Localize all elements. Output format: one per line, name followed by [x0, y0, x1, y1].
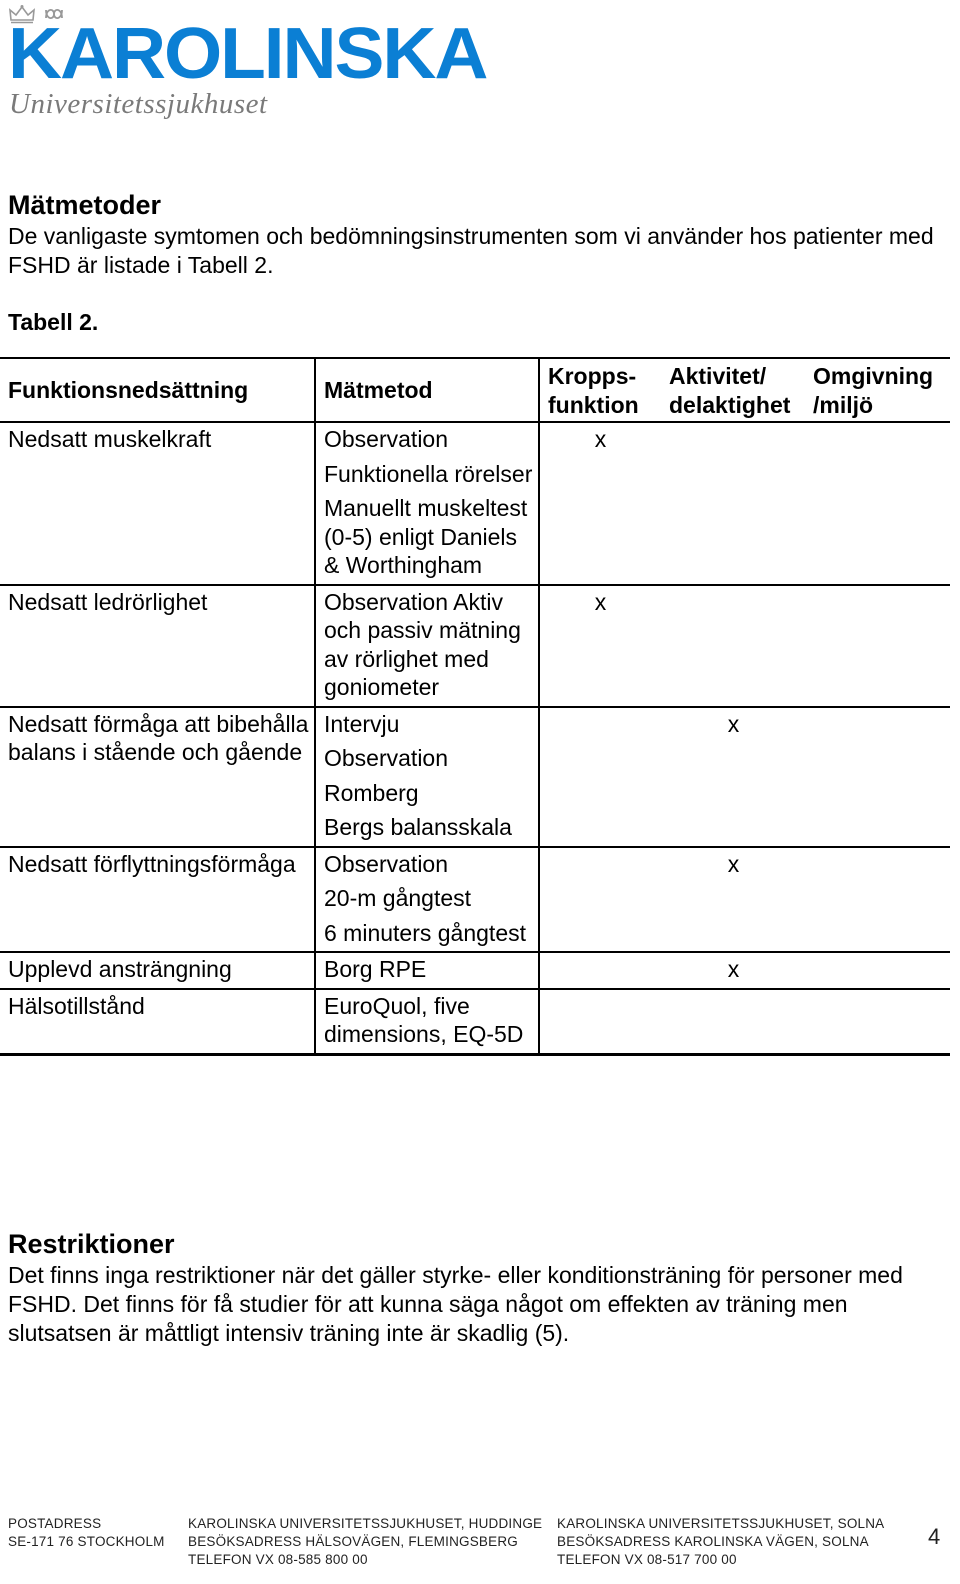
footer-line: TELEFON VX 08-517 700 00 — [557, 1552, 737, 1567]
header-body-function-line2: funktion — [548, 391, 639, 418]
header-impairment: Funktionsnedsättning — [8, 377, 249, 404]
environment-mark — [806, 989, 950, 1055]
method-cell — [315, 422, 539, 585]
method-item: Borg RPE — [324, 956, 427, 982]
method-cell — [315, 952, 539, 989]
footer-line: KAROLINSKA UNIVERSITETSSJUKHUSET, HUDDINGE — [188, 1516, 543, 1531]
activity-mark: x — [727, 956, 740, 982]
method-cell — [315, 585, 539, 707]
footer-line: SE-171 76 STOCKHOLM — [8, 1534, 165, 1549]
header-body-function — [539, 358, 661, 422]
body-function-mark — [539, 847, 661, 953]
method-item: Observation — [324, 850, 449, 877]
method-item: Funktionella rörelser — [324, 460, 533, 487]
method-item: Observation — [324, 426, 449, 452]
table-header-row — [0, 358, 950, 422]
environment-mark — [806, 422, 950, 585]
footer-line: POSTADRESS — [8, 1516, 102, 1531]
method-item: 20-m gångtest — [324, 885, 472, 911]
method-cell — [315, 847, 539, 953]
section-paragraph-restriktioner: Det finns inga restriktioner när det gäller styrke- eller konditionsträning för personer med FSHD. Det finns för få studier för att kunna säga något om effekten av träning men slutsatsen är måttligt intensiv träning inte är skadlig (5). — [8, 1262, 903, 1346]
header-activity-line2: delaktighet — [669, 391, 791, 418]
method-item: Observation Aktiv och passiv mätning av rörlighet med goniometer — [324, 588, 521, 700]
footer-huddinge — [188, 1515, 542, 1569]
table-caption: Tabell 2. — [8, 309, 99, 335]
page-number: 4 — [928, 1524, 941, 1549]
environment-mark — [806, 707, 950, 847]
header-environment — [806, 358, 950, 422]
impairment-cell: Nedsatt muskelkraft — [8, 426, 212, 452]
logo-wordmark: KAROLINSKA — [8, 14, 487, 94]
header-method: Mätmetod — [315, 358, 539, 422]
table-row — [0, 952, 950, 989]
activity-mark: x — [727, 710, 740, 737]
body-function-mark: x — [594, 588, 607, 615]
header-activity — [661, 358, 806, 422]
karolinska-logo — [8, 4, 528, 124]
table-row — [0, 585, 950, 707]
table-row — [0, 707, 950, 847]
environment-mark — [806, 952, 950, 989]
method-cell — [315, 989, 539, 1055]
footer-solna — [557, 1515, 884, 1569]
method-item: Bergs balansskala — [324, 814, 512, 840]
section-heading-matmetoder: Mätmetoder — [8, 190, 162, 220]
method-item: Romberg — [324, 779, 419, 806]
method-item: EuroQuol, five dimensions, EQ-5D — [324, 992, 524, 1047]
impairment-cell: Nedsatt förmåga att bibehålla balans i stående och gående — [8, 710, 309, 765]
method-item: 6 minuters gångtest — [324, 919, 527, 946]
environment-mark — [806, 847, 950, 953]
table-row — [0, 847, 950, 953]
body-function-mark — [539, 952, 661, 989]
logo-subtitle: Universitetssjukhuset — [9, 88, 268, 120]
header-activity-line1: Aktivitet/ — [669, 363, 767, 389]
footer-line: TELEFON VX 08-585 800 00 — [188, 1552, 368, 1567]
activity-mark — [661, 585, 806, 707]
method-item: Manuellt muskeltest (0-5) enligt Daniels & Worthingham — [324, 495, 528, 578]
header-environment-line2: /miljö — [813, 391, 874, 418]
footer-postal-address — [8, 1515, 165, 1551]
impairment-cell: Upplevd ansträngning — [8, 956, 232, 982]
footer-line: KAROLINSKA UNIVERSITETSSJUKHUSET, SOLNA — [557, 1516, 885, 1531]
impairment-cell: Nedsatt ledrörlighet — [8, 588, 208, 615]
footer-line: BESÖKSADRESS HÄLSOVÄGEN, FLEMINGSBERG — [188, 1534, 518, 1549]
measurement-table — [0, 357, 950, 1056]
table-row — [0, 989, 950, 1055]
body-function-mark — [539, 989, 661, 1055]
environment-mark — [806, 585, 950, 707]
section-heading-restriktioner: Restriktioner — [8, 1229, 175, 1259]
activity-mark — [661, 989, 806, 1055]
activity-mark — [661, 422, 806, 585]
footer-line: BESÖKSADRESS KAROLINSKA VÄGEN, SOLNA — [557, 1534, 869, 1549]
impairment-cell: Hälsotillstånd — [8, 992, 145, 1019]
method-cell — [315, 707, 539, 847]
method-item: Intervju — [324, 710, 400, 737]
body-function-mark: x — [594, 426, 607, 452]
header-environment-line1: Omgivning — [813, 363, 934, 389]
table-row — [0, 422, 950, 585]
impairment-cell: Nedsatt förflyttningsförmåga — [8, 850, 296, 877]
method-item: Observation — [324, 745, 449, 771]
body-function-mark — [539, 707, 661, 847]
header-body-function-line1: Kropps- — [548, 363, 637, 389]
activity-mark: x — [727, 850, 740, 877]
section-paragraph-matmetoder: De vanligaste symtomen och bedömningsinstrumenten som vi använder hos patienter med FSHD är listade i Tabell 2. — [8, 223, 934, 278]
